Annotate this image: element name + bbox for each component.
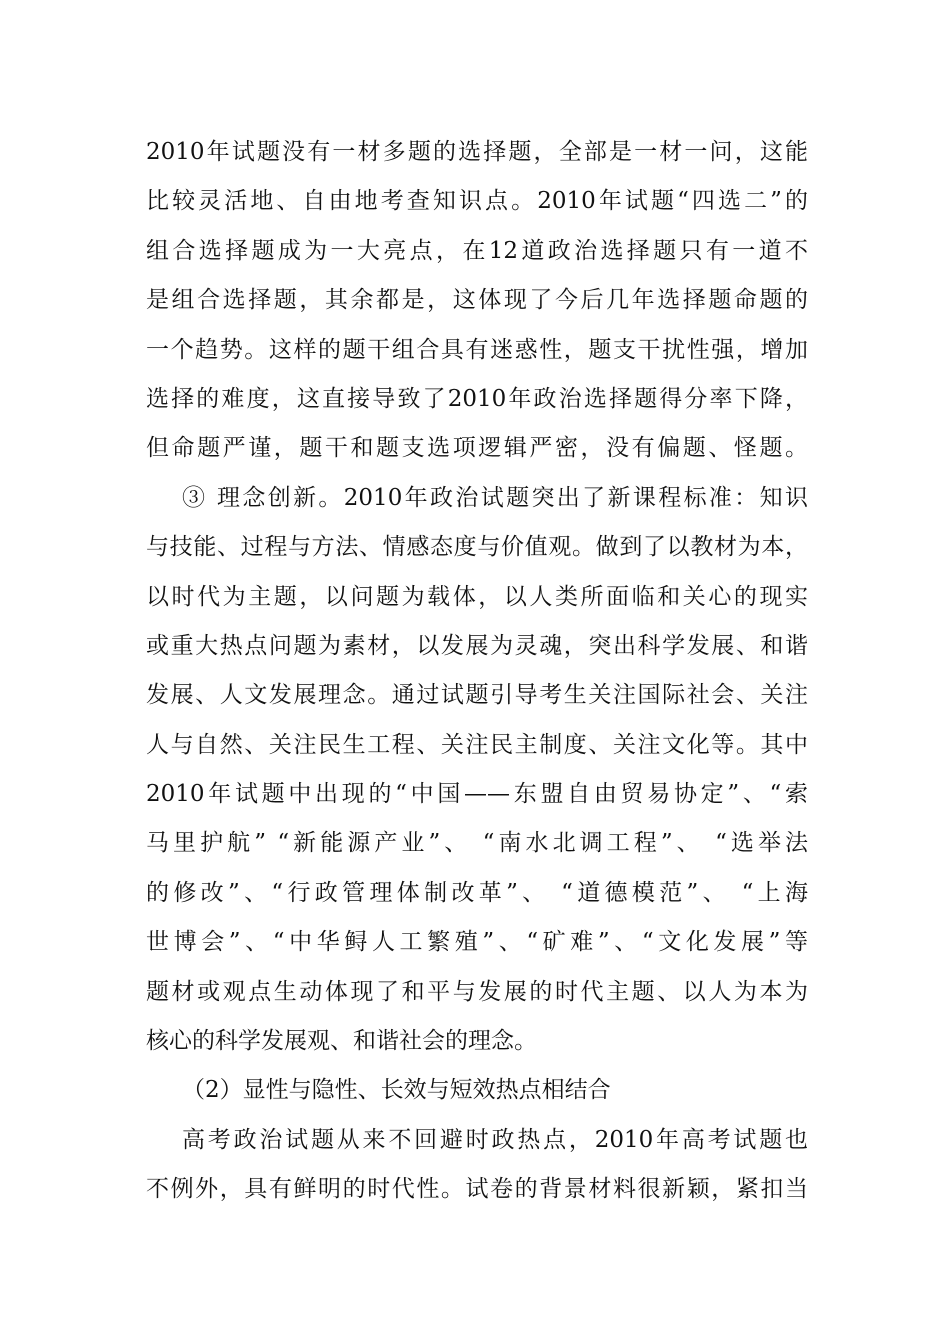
text-line-1: 2010年试题没有一材多题的选择题，全部是一材一问，这能: [146, 139, 808, 165]
text-line-8: ③ 理念创新。2010年政治试题突出了新课程标准：知识: [182, 484, 808, 511]
text-line-19: 核心的科学发展观、和谐社会的理念。: [146, 1028, 537, 1055]
text-line-14: 2010年试题中出现的“中国——东盟自由贸易协定”、“索: [146, 781, 808, 808]
text-line-18: 题材或观点生动体现了和平与发展的时代主题、以人为本为: [146, 978, 808, 1005]
text-line-5: 一个趋势。这样的题干组合具有迷惑性，题支干扰性强，增加: [146, 336, 808, 363]
text-line-9: 与技能、过程与方法、情感态度与价值观。做到了以教材为本，: [146, 534, 808, 561]
text-line-13: 人与自然、关注民生工程、关注民主制度、关注文化等。其中: [146, 731, 808, 758]
text-line-15: 马里护航” “新能源产业”、 “南水北调工程”、 “选举法: [146, 830, 808, 857]
text-line-2: 比较灵活地、自由地考查知识点。2010年试题“四选二”的: [146, 188, 808, 215]
text-line-10: 以时代为主题，以问题为载体，以人类所面临和关心的现实: [146, 583, 808, 610]
document-body: [146, 128, 808, 1215]
text-line-21: 高考政治试题从来不回避时政热点，2010年高考试题也: [182, 1126, 808, 1153]
text-line-17: 世博会”、“中华鲟人工繁殖”、“矿难”、“文化发展”等: [146, 929, 808, 956]
text-line-16: 的修改”、“行政管理体制改革”、 “道德模范”、 “上海: [146, 879, 808, 906]
text-line-6: 选择的难度，这直接导致了2010年政治选择题得分率下降，: [146, 385, 808, 412]
text-line-3: 组合选择题成为一大亮点，在12道政治选择题只有一道不: [146, 237, 808, 264]
text-line-22: 不例外，具有鲜明的时代性。试卷的背景材料很新颖，紧扣当: [146, 1176, 808, 1203]
text-line-11: 或重大热点问题为素材，以发展为灵魂，突出科学发展、和谐: [146, 632, 808, 659]
section-heading: （2）显性与隐性、长效与短效热点相结合: [182, 1077, 611, 1104]
text-line-12: 发展、人文发展理念。通过试题引导考生关注国际社会、关注: [146, 682, 808, 709]
text-line-4: 是组合选择题，其余都是，这体现了今后几年选择题命题的: [146, 287, 808, 314]
text-line-7: 但命题严谨，题干和题支选项逻辑严密，没有偏题、怪题。: [146, 435, 808, 462]
